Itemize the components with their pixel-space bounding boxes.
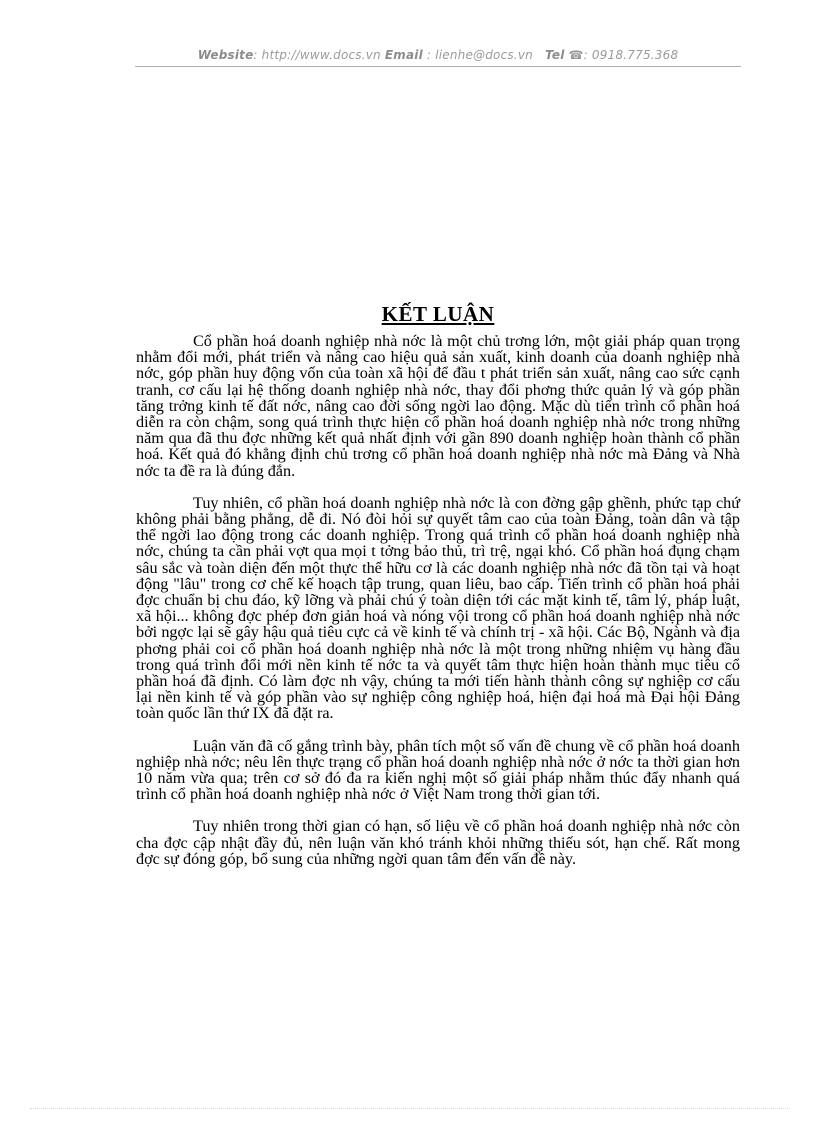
footer-divider: [30, 1108, 790, 1109]
tel-value: ☎: 0918.775.368: [568, 48, 679, 62]
paragraph-3: Luận văn đã cố gắng trình bày, phân tích một số vấn đề chung về cổ phần hoá doanh nghiệp nhà nớc; nêu lên thực trạng cổ phần hoá doanh nghiệp nhà nớc ở nớc ta thời gian hơn 10 năm vừa qua; trên cơ sở đó đa ra kiến nghị một số giải pháp nhằm thúc đẩy nhanh quá trình cổ phần hoá doanh nghiệp nhà nớc ở Việt Nam trong thời gian tới.: [136, 736, 740, 804]
document-body: [136, 333, 740, 883]
email-label: Email: [384, 48, 423, 62]
website-label: Website: [197, 48, 254, 62]
paragraph-4: Tuy nhiên trong thời gian có hạn, số liệu về cổ phần hoá doanh nghiệp nhà nớc còn cha đợc cập nhật đầy đủ, nên luận văn khó tránh khỏi những thiếu sót, hạn chế. Rất mong đợc sự đóng góp, bổ sung của những ngời quan tâm đến vấn đề này.: [136, 817, 740, 868]
email-value[interactable]: : lienhe@docs.vn: [422, 48, 533, 62]
page-title: KẾT LUẬN: [381, 302, 495, 326]
header-divider: [135, 66, 741, 67]
page-header: [135, 48, 741, 62]
tel-label: Tel: [545, 48, 565, 62]
website-value[interactable]: : http://www.docs.vn: [253, 48, 381, 62]
paragraph-2: Tuy nhiên, cổ phần hoá doanh nghiệp nhà nớc là con đờng gập ghềnh, phức tạp chứ không phải bằng phẳng, dễ đi. Nó đòi hỏi sự quyết tâm cao của toàn Đảng, toàn dân và tập thể ngời lao động trong các doanh nghiệp. Trong quá trình cổ phần hoá doanh nghiệp nhà nớc, chúng ta cần phải vợt qua mọi t tởng bảo thủ, trì trệ, ngại khó. Cổ phần hoá đụng chạm sâu sắc và toàn diện đến một thực thể hữu cơ là các doanh nghiệp nhà nớc đã tồn tại và hoạt động "lâu" trong cơ chế kế hoạch tập trung, quan liêu, bao cấp. Tiến trình cổ phần hoá phải đợc chuẩn bị chu đáo, kỹ lỡng và phải chú ý toàn diện tới các mặt kinh tế, tâm lý, pháp luật, xã hội... không đợc phép đơn giản hoá và nóng vội trong cổ phần hoá doanh nghiệp nhà nớc bởi ngợc lại sẽ gây hậu quả tiêu cực cả về kinh tế và chính trị - xã hội. Các Bộ, Ngành và địa phơng phải coi cổ phần hoá doanh nghiệp nhà nớc là một trong những nhiệm vụ hàng đầu trong quá trình đổi mới nền kinh tế nớc ta và quyết tâm thực hiện hoàn thành mục tiêu cổ phần hoá đã định. Có làm đợc nh vậy, chúng ta mới tiến hành thành công sự nghiệp cơ cấu lại nền kinh tế và góp phần vào sự nghiệp công nghiệp hoá, hiện đại hoá mà Đại hội Đảng toàn quốc lần thứ IX đã đặt ra.: [136, 493, 740, 723]
paragraph-1: Cổ phần hoá doanh nghiệp nhà nớc là một chủ trơng lớn, một giải pháp quan trọng nhằm đổi mới, phát triển và nâng cao hiệu quả sản xuất, kinh doanh của doanh nghiệp nhà nớc, góp phần huy động vốn của toàn xã hội để đầu t phát triển sản xuất, nâng cao sức cạnh tranh, cơ cấu lại hệ thống doanh nghiệp nhà nớc, thay đổi phơng thức quản lý và góp phần tăng trởng kinh tế đất nớc, nâng cao đời sống ngời lao động. Mặc dù tiến trình cổ phần hoá diễn ra còn chậm, song quá trình thực hiện cổ phần hoá doanh nghiệp nhà nớc trong những năm qua đã thu đợc những kết quả nhất định với gần 890 doanh nghiệp hoàn thành cổ phần hoá. Kết quả đó khẳng định chủ trơng cổ phần hoá doanh nghiệp nhà nớc mà Đảng và Nhà nớc ta đề ra là đúng đắn.: [136, 332, 740, 480]
